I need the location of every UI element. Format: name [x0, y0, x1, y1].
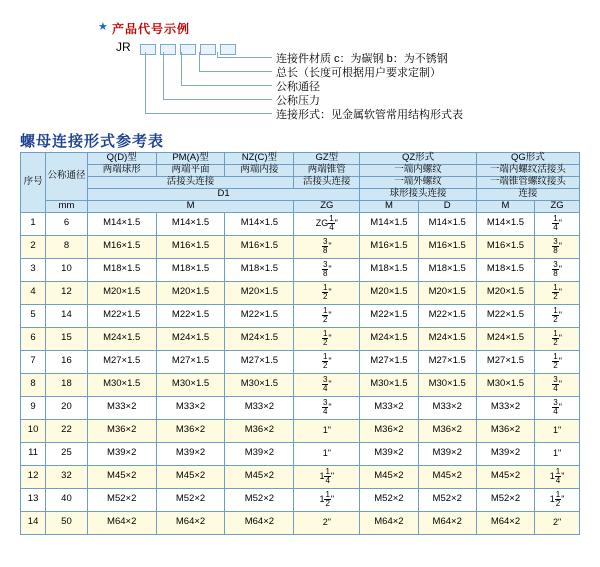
- cell-qz-d: M39×2: [418, 442, 476, 465]
- code-box-3: [180, 44, 196, 55]
- cell-qz-d: M16×1.5: [418, 235, 476, 258]
- cell-qg-m: M27×1.5: [476, 350, 534, 373]
- header-pm-desc: 两端平面: [156, 164, 225, 176]
- table-row: [21, 442, 580, 465]
- table-row: [21, 373, 580, 396]
- table-row: [21, 488, 580, 511]
- cell-seq: 9: [21, 396, 46, 419]
- cell-seq: 11: [21, 442, 46, 465]
- cell-qg-zg: 1 $\frac{1}{4}$ ": [535, 465, 580, 488]
- cell-qg-zg: $\frac{1}{2}$ ": [535, 304, 580, 327]
- cell-gz: $\frac{3}{4}$ ": [294, 373, 360, 396]
- cell-pm: M30×1.5: [156, 373, 225, 396]
- cell-q: M52×2: [87, 488, 156, 511]
- header-qz-desc: 一端内螺纹: [360, 164, 477, 176]
- cell-gz: 1 $\frac{1}{4}$ ": [294, 465, 360, 488]
- cell-qg-zg: $\frac{3}{8}$ ": [535, 258, 580, 281]
- cell-qz-m: M18×1.5: [360, 258, 418, 281]
- table-row: [21, 304, 580, 327]
- legend-label-material: 连接件材质 c：为碳钢 b：为不锈钢: [276, 53, 448, 65]
- table-header-row-2: [21, 164, 580, 176]
- cell-pm: M33×2: [156, 396, 225, 419]
- code-box-5: [220, 44, 236, 55]
- cell-dn: 12: [46, 281, 88, 304]
- cell-qg-zg: 1": [535, 419, 580, 442]
- cell-gz: ZG $\frac{1}{4}$ ": [294, 212, 360, 235]
- cell-dn: 32: [46, 465, 88, 488]
- cell-qg-zg: 2": [535, 511, 580, 534]
- cell-dn: 16: [46, 350, 88, 373]
- cell-seq: 2: [21, 235, 46, 258]
- cell-q: M27×1.5: [87, 350, 156, 373]
- cell-qz-m: M39×2: [360, 442, 418, 465]
- legend-label-dn: 公称通径: [276, 81, 320, 93]
- cell-qz-d: M27×1.5: [418, 350, 476, 373]
- code-box-4: [200, 44, 216, 55]
- legend-prefix: JR: [116, 40, 131, 54]
- cell-qg-m: M22×1.5: [476, 304, 534, 327]
- cell-qz-m: M33×2: [360, 396, 418, 419]
- cell-gz: $\frac{1}{2}$ ": [294, 350, 360, 373]
- table-row: [21, 327, 580, 350]
- header-group-qz: QZ形式: [360, 153, 477, 165]
- cell-qg-zg: $\frac{1}{4}$ ": [535, 212, 580, 235]
- table-row: [21, 350, 580, 373]
- cell-qz-d: M33×2: [418, 396, 476, 419]
- cell-qg-zg: $\frac{1}{2}$ ": [535, 350, 580, 373]
- header-mid-conn: 活接头连接: [294, 176, 360, 188]
- cell-pm: M14×1.5: [156, 212, 225, 235]
- cell-nz: M52×2: [225, 488, 294, 511]
- cell-pm: M24×1.5: [156, 327, 225, 350]
- header-qz-thread: 一端外螺纹: [360, 176, 477, 188]
- cell-seq: 14: [21, 511, 46, 534]
- nut-connection-table: [20, 152, 580, 535]
- code-box-1: [140, 44, 156, 55]
- table-header-row-1: [21, 153, 580, 165]
- cell-pm: M27×1.5: [156, 350, 225, 373]
- cell-nz: M30×1.5: [225, 373, 294, 396]
- cell-gz: $\frac{3}{8}$ ": [294, 235, 360, 258]
- cell-dn: 15: [46, 327, 88, 350]
- cell-qg-zg: 1 $\frac{1}{2}$ ": [535, 488, 580, 511]
- cell-qz-d: M52×2: [418, 488, 476, 511]
- cell-pm: M45×2: [156, 465, 225, 488]
- header-left-conn: 活接头连接: [87, 176, 294, 188]
- table-row: [21, 396, 580, 419]
- cell-gz: $\frac{1}{2}$ ": [294, 327, 360, 350]
- cell-gz: 1": [294, 442, 360, 465]
- cell-qz-d: M30×1.5: [418, 373, 476, 396]
- leader-h-3: [181, 85, 272, 86]
- cell-q: M64×2: [87, 511, 156, 534]
- cell-nz: M18×1.5: [225, 258, 294, 281]
- header-group-gz: GZ型: [294, 153, 360, 165]
- header-unit-qg-m: M: [476, 200, 534, 212]
- cell-qg-m: M39×2: [476, 442, 534, 465]
- cell-qg-m: M52×2: [476, 488, 534, 511]
- cell-gz: $\frac{3}{4}$ ": [294, 396, 360, 419]
- header-qz-ball: 球形接头连接: [360, 188, 477, 200]
- legend-label-length: 总长（长度可根据用户要求定制）: [276, 67, 441, 79]
- cell-nz: M22×1.5: [225, 304, 294, 327]
- cell-qz-d: M20×1.5: [418, 281, 476, 304]
- cell-seq: 4: [21, 281, 46, 304]
- header-qg-conn: 连接: [476, 188, 579, 200]
- cell-qg-zg: $\frac{1}{2}$ ": [535, 281, 580, 304]
- table-row: [21, 258, 580, 281]
- cell-qz-m: M24×1.5: [360, 327, 418, 350]
- cell-qg-m: M36×2: [476, 419, 534, 442]
- cell-qz-m: M30×1.5: [360, 373, 418, 396]
- header-q-desc: 两端球形: [87, 164, 156, 176]
- cell-qg-m: M20×1.5: [476, 281, 534, 304]
- cell-nz: M20×1.5: [225, 281, 294, 304]
- cell-seq: 1: [21, 212, 46, 235]
- cell-qz-d: M18×1.5: [418, 258, 476, 281]
- header-unit-zg: ZG: [294, 200, 360, 212]
- cell-qz-m: M45×2: [360, 465, 418, 488]
- cell-nz: M16×1.5: [225, 235, 294, 258]
- cell-qz-d: M22×1.5: [418, 304, 476, 327]
- cell-seq: 6: [21, 327, 46, 350]
- table-header-row-3: [21, 176, 580, 188]
- cell-qg-m: M30×1.5: [476, 373, 534, 396]
- cell-nz: M33×2: [225, 396, 294, 419]
- cell-qg-m: M14×1.5: [476, 212, 534, 235]
- leader-h-5: [145, 113, 272, 114]
- cell-nz: M39×2: [225, 442, 294, 465]
- cell-seq: 8: [21, 373, 46, 396]
- cell-qz-m: M22×1.5: [360, 304, 418, 327]
- table-title: 螺母连接形式参考表: [20, 133, 165, 150]
- cell-qg-zg: $\frac{1}{2}$ ": [535, 327, 580, 350]
- header-nz-desc: 两端内接: [225, 164, 294, 176]
- cell-q: M39×2: [87, 442, 156, 465]
- cell-qz-d: M14×1.5: [418, 212, 476, 235]
- cell-dn: 6: [46, 212, 88, 235]
- header-gz-desc: 两端锥管: [294, 164, 360, 176]
- leader-h-2: [199, 71, 272, 72]
- cell-q: M22×1.5: [87, 304, 156, 327]
- cell-qg-m: M24×1.5: [476, 327, 534, 350]
- cell-qg-m: M64×2: [476, 511, 534, 534]
- legend-title: 产品代号示例: [112, 22, 191, 36]
- header-unit-mm: mm: [46, 200, 88, 212]
- leader-v-1: [145, 52, 146, 114]
- legend-label-conn: 连接形式：见金属软管常用结构形式表: [276, 109, 463, 121]
- cell-qg-zg: $\frac{3}{4}$ ": [535, 373, 580, 396]
- header-seq: 序号: [21, 153, 46, 213]
- table-row: [21, 419, 580, 442]
- cell-qg-m: M16×1.5: [476, 235, 534, 258]
- cell-pm: M20×1.5: [156, 281, 225, 304]
- cell-qz-m: M52×2: [360, 488, 418, 511]
- table-header-row-4: [21, 188, 580, 200]
- table-header-row-5: [21, 200, 580, 212]
- cell-seq: 10: [21, 419, 46, 442]
- leader-h-4: [163, 99, 272, 100]
- cell-qg-m: M45×2: [476, 465, 534, 488]
- cell-dn: 20: [46, 396, 88, 419]
- table-row: [21, 281, 580, 304]
- cell-gz: $\frac{3}{8}$ ": [294, 258, 360, 281]
- cell-q: M24×1.5: [87, 327, 156, 350]
- product-code-legend: [0, 0, 600, 128]
- cell-q: M18×1.5: [87, 258, 156, 281]
- leader-v-2: [163, 52, 164, 100]
- cell-nz: M45×2: [225, 465, 294, 488]
- cell-qg-zg: $\frac{3}{8}$ ": [535, 235, 580, 258]
- header-dn: 公称通径: [46, 153, 88, 201]
- cell-q: M36×2: [87, 419, 156, 442]
- cell-gz: $\frac{1}{2}$ ": [294, 281, 360, 304]
- header-qg-thread: 一端锥管螺纹接头: [476, 176, 579, 188]
- cell-dn: 50: [46, 511, 88, 534]
- cell-qg-zg: $\frac{3}{4}$ ": [535, 396, 580, 419]
- header-group-pm: PM(A)型: [156, 153, 225, 165]
- cell-qg-zg: 1": [535, 442, 580, 465]
- cell-pm: M52×2: [156, 488, 225, 511]
- cell-nz: M27×1.5: [225, 350, 294, 373]
- header-group-nz: NZ(C)型: [225, 153, 294, 165]
- header-d1: D1: [87, 188, 360, 200]
- cell-q: M14×1.5: [87, 212, 156, 235]
- cell-nz: M24×1.5: [225, 327, 294, 350]
- cell-dn: 10: [46, 258, 88, 281]
- cell-qz-m: M16×1.5: [360, 235, 418, 258]
- cell-qz-m: M36×2: [360, 419, 418, 442]
- leader-v-3: [181, 52, 182, 86]
- cell-gz: 2": [294, 511, 360, 534]
- cell-qz-m: M20×1.5: [360, 281, 418, 304]
- header-qg-desc: 一端内螺纹活接头: [476, 164, 579, 176]
- cell-seq: 3: [21, 258, 46, 281]
- cell-seq: 7: [21, 350, 46, 373]
- cell-gz: $\frac{1}{2}$ ": [294, 304, 360, 327]
- cell-dn: 22: [46, 419, 88, 442]
- cell-pm: M16×1.5: [156, 235, 225, 258]
- table-row: [21, 465, 580, 488]
- cell-qg-m: M18×1.5: [476, 258, 534, 281]
- cell-pm: M39×2: [156, 442, 225, 465]
- cell-q: M45×2: [87, 465, 156, 488]
- star-icon: ★: [98, 21, 108, 33]
- cell-dn: 14: [46, 304, 88, 327]
- cell-seq: 12: [21, 465, 46, 488]
- cell-q: M16×1.5: [87, 235, 156, 258]
- cell-qz-d: M64×2: [418, 511, 476, 534]
- leader-h-1: [217, 57, 272, 58]
- table-row: [21, 212, 580, 235]
- leader-v-4: [199, 52, 200, 72]
- cell-pm: M22×1.5: [156, 304, 225, 327]
- cell-q: M33×2: [87, 396, 156, 419]
- cell-pm: M36×2: [156, 419, 225, 442]
- cell-seq: 13: [21, 488, 46, 511]
- header-unit-qg-zg: ZG: [535, 200, 580, 212]
- table-row: [21, 235, 580, 258]
- header-unit-qz-m: M: [360, 200, 418, 212]
- cell-qz-m: M64×2: [360, 511, 418, 534]
- header-group-q: Q(D)型: [87, 153, 156, 165]
- cell-dn: 8: [46, 235, 88, 258]
- cell-q: M20×1.5: [87, 281, 156, 304]
- cell-pm: M18×1.5: [156, 258, 225, 281]
- cell-qz-d: M36×2: [418, 419, 476, 442]
- cell-dn: 18: [46, 373, 88, 396]
- cell-qz-d: M24×1.5: [418, 327, 476, 350]
- cell-qz-m: M27×1.5: [360, 350, 418, 373]
- cell-dn: 25: [46, 442, 88, 465]
- header-unit-qz-d: D: [418, 200, 476, 212]
- cell-dn: 40: [46, 488, 88, 511]
- cell-gz: 1 $\frac{1}{2}$ ": [294, 488, 360, 511]
- cell-nz: M36×2: [225, 419, 294, 442]
- cell-q: M30×1.5: [87, 373, 156, 396]
- cell-pm: M64×2: [156, 511, 225, 534]
- cell-nz: M14×1.5: [225, 212, 294, 235]
- header-group-qg: QG形式: [476, 153, 579, 165]
- cell-nz: M64×2: [225, 511, 294, 534]
- header-unit-m: M: [87, 200, 294, 212]
- cell-qz-m: M14×1.5: [360, 212, 418, 235]
- cell-qg-m: M33×2: [476, 396, 534, 419]
- legend-label-pn: 公称压力: [276, 95, 320, 107]
- cell-gz: 1": [294, 419, 360, 442]
- cell-seq: 5: [21, 304, 46, 327]
- table-row: [21, 511, 580, 534]
- cell-qz-d: M45×2: [418, 465, 476, 488]
